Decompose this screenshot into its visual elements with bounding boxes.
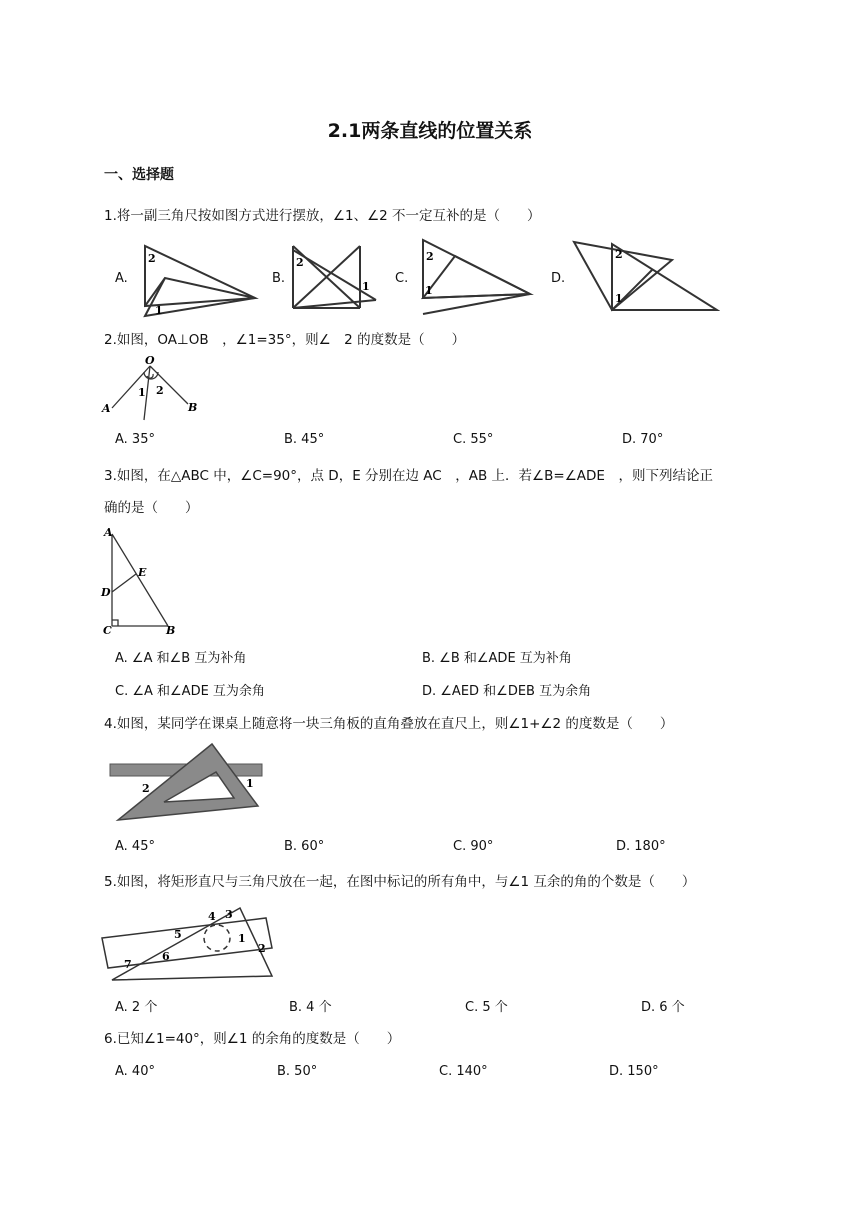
q4-option-d: D. 180° [616,839,666,854]
fig-label: 2 [148,252,156,265]
section-heading: 一、选择题 [104,167,174,183]
fig-label: 2 [296,256,304,269]
q2-figure [100,354,205,422]
fig-label: 4 [208,910,216,923]
question-4-text: 4.如图，某同学在课桌上随意将一块三角板的直角叠放在直尺上，则∠1+∠2 的度数是（ ） [104,716,674,732]
q5-option-c: C. 5 个 [465,1000,508,1015]
q3-option-d: D. ∠AED 和∠DEB 互为余角 [422,684,592,699]
q1-option-d: D. [551,271,566,286]
fig-label: 1 [138,386,146,399]
fig-label: 2 [142,782,150,795]
point-label: D [101,586,111,599]
page-title: 2.1两条直线的位置关系 [327,120,533,142]
point-label: A [102,402,111,415]
fig-label: 3 [225,908,233,921]
q3-option-c: C. ∠A 和∠ADE 互为余角 [115,684,265,699]
fig-label: 2 [156,384,164,397]
q3-option-a: A. ∠A 和∠B 互为补角 [115,651,247,666]
q5-figure [100,904,280,986]
q6-option-a: A. 40° [115,1064,155,1079]
q1-figure-b [288,238,378,320]
question-3-text-line2: 确的是（ ） [104,500,199,516]
q3-figure [100,524,190,640]
fig-label: 7 [124,958,132,971]
point-label: A [104,526,113,539]
q4-option-a: A. 45° [115,839,155,854]
fig-label: 5 [174,928,182,941]
point-label: B [166,624,176,637]
q1-figure-a [135,238,260,320]
fig-label: 2 [258,942,266,955]
point-label: C [103,624,112,637]
q5-option-d: D. 6 个 [641,1000,685,1015]
q5-option-a: A. 2 个 [115,1000,158,1015]
fig-label: 1 [246,777,254,790]
q3-option-b: B. ∠B 和∠ADE 互为补角 [422,651,572,666]
q1-figure-c [415,236,535,320]
q2-option-b: B. 45° [284,432,325,447]
q6-option-b: B. 50° [277,1064,318,1079]
q1-option-a: A. [115,271,128,286]
point-label: B [188,401,198,414]
q6-option-d: D. 150° [609,1064,659,1079]
question-6-text: 6.已知∠1=40°，则∠1 的余角的度数是（ ） [104,1031,401,1047]
q4-figure [108,740,264,824]
q2-option-c: C. 55° [453,432,494,447]
point-label: O [145,354,155,367]
point-label: E [138,566,147,579]
fig-label: 2 [615,248,623,261]
q4-option-b: B. 60° [284,839,325,854]
fig-label: 1 [155,304,163,317]
question-5-text: 5.如图，将矩形直尺与三角尺放在一起，在图中标记的所有角中，与∠1 互余的角的个数是（ ） [104,874,696,890]
q1-figure-d [572,240,720,318]
question-3-text-line1: 3.如图，在△ABC 中，∠C=90°，点 D，E 分别在边 AC ，AB 上．若∠B=∠ADE ，则下列结论正 [104,468,713,484]
q4-option-c: C. 90° [453,839,494,854]
fig-label: 6 [162,950,170,963]
question-2-text: 2.如图，OA⊥OB ，∠1=35°，则∠ 2 的度数是（ ） [104,332,466,348]
q6-option-c: C. 140° [439,1064,488,1079]
fig-label: 1 [362,280,370,293]
q1-option-b: B. [272,271,286,286]
q1-option-c: C. [395,271,409,286]
question-1-text: 1.将一副三角尺按如图方式进行摆放，∠1、∠2 不一定互补的是（ ） [104,208,541,224]
q2-option-a: A. 35° [115,432,155,447]
q2-option-d: D. 70° [622,432,664,447]
fig-label: 1 [238,932,246,945]
fig-label: 1 [425,284,433,297]
fig-label: 2 [426,250,434,263]
fig-label: 1 [615,292,623,305]
q5-option-b: B. 4 个 [289,1000,332,1015]
